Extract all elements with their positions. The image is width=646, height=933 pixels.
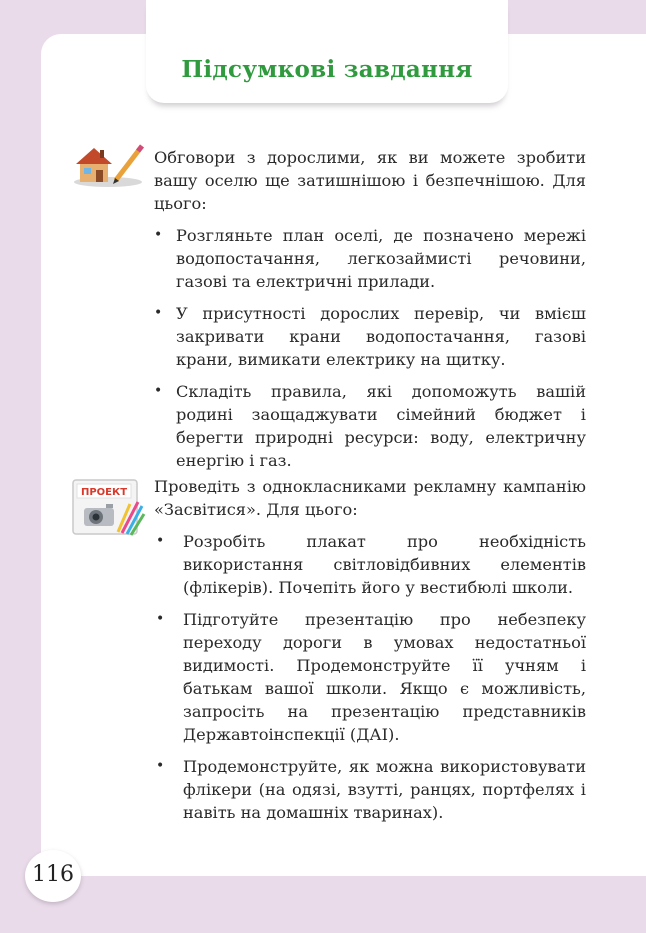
list-item: • У присутності дорослих перевір, чи вмієш закривати крани водопостачання, газові крани, вимикати електрику на щитку. <box>154 304 586 369</box>
task-section-home <box>154 146 586 481</box>
task-list <box>154 530 586 824</box>
list-item: • Продемонструйте, як можна використовувати флікери (на одязі, взутті, ранцях, портфелях і навіть на домашніх тваринах). <box>156 757 586 822</box>
list-item: • Розробіть плакат про необхідність використання світловідбивних елементів (флікерів). Почепіть його у вестибюлі школи. <box>156 532 586 597</box>
task-section-project <box>154 475 586 833</box>
bullet-icon: • <box>154 227 163 243</box>
bullet-icon: • <box>156 758 165 774</box>
page-number: 116 <box>32 862 74 887</box>
house-pencil-icon <box>72 140 146 188</box>
list-item: • Складіть правила, які допоможуть вашій родині заощаджувати сімейний бюджет і берегти природні ресурси: воду, електричну енергію і газ. <box>154 382 586 470</box>
task-list <box>154 224 586 472</box>
bullet-icon: • <box>156 611 165 627</box>
project-label: ПРОЕКТ <box>80 487 128 498</box>
task-intro: Проведіть з однокласниками рекламну кампанію «Засвітися». Для цього: <box>154 477 586 519</box>
task-intro: Обговори з дорослими, як ви можете зробити вашу оселю ще затишнішою і безпечнішою. Для цього: <box>154 148 586 213</box>
bullet-icon: • <box>154 383 163 399</box>
bullet-icon: • <box>154 305 163 321</box>
list-item: • Підготуйте презентацію про небезпеку переходу дороги в умовах недостатньої видимості. Продемонструйте її учням і батькам вашої школи. Якщо є можливість, запросіть на презентацію представників Державтоінспекції (ДАІ). <box>156 610 586 744</box>
title-tab <box>146 0 508 103</box>
bullet-icon: • <box>156 533 165 549</box>
project-camera-icon <box>72 478 146 538</box>
list-item: • Розгляньте план оселі, де позначено мережі водопостачання, легкозаймисті речовини, газові та електричні прилади. <box>154 226 586 291</box>
page-title: Підсумкові завдання <box>181 56 473 83</box>
